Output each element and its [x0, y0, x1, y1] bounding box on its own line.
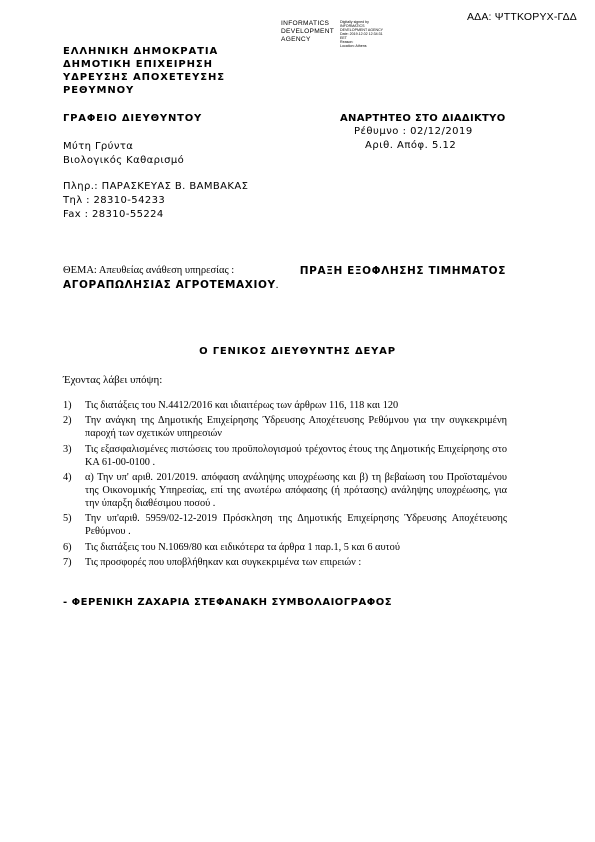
- item-text: Τις εξασφαλισμένες πιστώσεις του προϋπολογισμού τρέχοντος έτους της Δημοτικής Επιχείρησης στο ΚΑ 61-00-0100 .: [85, 443, 507, 468]
- org-line: ΡΕΘΥΜΝΟΥ: [63, 85, 135, 96]
- item-number: 1): [63, 400, 72, 411]
- offer-party: - ΦΕΡΕΝΙΚΗ ΖΑΧΑΡΙΑ ΣΤΕΦΑΝΑΚΗ ΣΥΜΒΟΛΑΙΟΓΡΑΦΟΣ: [63, 597, 393, 608]
- posted-online-label: ΑΝΑΡΤΗΤΕΟ ΣΤΟ ΔΙΑΔΙΚΤΥΟ: [340, 113, 506, 124]
- item-text: Τις προσφορές που υποβλήθηκαν και συγκεκριμένα των επιρειών :: [85, 556, 362, 568]
- subject-line-2: [63, 278, 506, 293]
- contact-phone: Τηλ : 28310-54233: [63, 195, 166, 206]
- stamp-detail: Digitally signed by: [340, 20, 369, 24]
- stamp-detail: Location: Athens: [340, 44, 367, 48]
- item-number: 5): [63, 513, 72, 525]
- contact-info: Πληρ.: ΠΑΡΑΣΚΕΥΑΣ Β. ΒΑΜΒΑΚΑΣ: [63, 181, 249, 192]
- item-text: α) Την υπ' αριθ. 201/2019. απόφαση ανάληψης υποχρέωσης και β) τη βεβαίωση του Προϊσταμένου της Οικονομικής Υπηρεσίας, επί της ανωτέρω απόφασης (ή πρότασης) ανάληψης υποχρέωσης, για την ύπαρξη διαθέσιμου ποσού .: [85, 472, 507, 509]
- recipient-line: Βιολογικός Καθαρισμό: [63, 155, 185, 166]
- list-item: [63, 415, 507, 441]
- list-item: [63, 400, 507, 413]
- org-line: ΕΛΛΗΝΙΚΗ ΔΗΜΟΚΡΑΤΙΑ: [63, 46, 219, 57]
- legal-basis-list: [63, 400, 507, 570]
- org-line: ΥΔΡΕΥΣΗΣ ΑΠΟΧΕΤΕΥΣΗΣ: [63, 72, 225, 83]
- stamp-detail: Reason:: [340, 40, 354, 44]
- list-item: [63, 513, 507, 539]
- considering-heading: Έχοντας λάβει υπόψη:: [63, 374, 163, 386]
- stamp-detail: INFORMATICS: [340, 24, 365, 28]
- item-number: 4): [63, 472, 72, 484]
- stamp-detail: Date: 2019.12.02 12:34:31: [340, 32, 383, 36]
- document-date: Ρέθυμνο : 02/12/2019: [354, 126, 473, 137]
- decision-number: Αριθ. Απόφ. 5.12: [365, 140, 457, 151]
- list-item: [63, 472, 507, 511]
- subject-prefix: ΘΕΜΑ: Απευθείας ανάθεση υπηρεσίας :: [63, 265, 235, 276]
- general-manager-title: Ο ΓΕΝΙΚΟΣ ΔΙΕΥΘΥΝΤΗΣ ΔΕΥΑΡ: [199, 346, 396, 357]
- item-text: Την υπ'αριθ. 5959/02-12-2019 Πρόσκληση της Δημοτικής Επιχείρησης Ύδρευσης Αποχέτευσης Ρεθύμνου .: [85, 513, 507, 538]
- organization-block: [63, 45, 225, 97]
- subject-block: [63, 264, 506, 293]
- stamp-line: AGENCY: [281, 36, 311, 43]
- subject-line-1: [63, 264, 506, 278]
- contact-fax: Fax : 28310-55224: [63, 209, 164, 220]
- org-line: ΔΗΜΟΤΙΚΗ ΕΠΙΧΕΙΡΗΣΗ: [63, 59, 213, 70]
- ada-code: ΑΔΑ: ΨΤΤΚΟΡΥΧ-ΓΔΔ: [466, 11, 577, 23]
- list-item: [63, 542, 507, 555]
- list-item: [63, 557, 507, 570]
- item-number: 2): [63, 415, 72, 427]
- subject-end: .: [275, 280, 279, 291]
- stamp-line: INFORMATICS: [281, 20, 330, 27]
- stamp-detail: DEVELOPMENT AGENCY: [340, 28, 384, 32]
- office-label: ΓΡΑΦΕΙΟ ΔΙΕΥΘΥΝΤΟΥ: [63, 113, 203, 124]
- subject-title-part-1: ΠΡΑΞΗ ΕΞΟΦΛΗΣΗΣ ΤΙΜΗΜΑΤΟΣ: [299, 265, 506, 277]
- list-item: [63, 444, 507, 470]
- item-text: Τις διατάξεις του Ν.1069/80 και ειδικότερα τα άρθρα 1 παρ.1, 5 και 6 αυτού: [85, 541, 400, 553]
- item-number: 7): [63, 556, 72, 568]
- item-number: 3): [63, 443, 72, 455]
- item-text: Τις διατάξεις του Ν.4412/2016 και ιδιαιτέρως των άρθρων 116, 118 και 120: [85, 400, 399, 411]
- stamp-line: DEVELOPMENT: [281, 28, 335, 35]
- subject-title-part-2: ΑΓΟΡΑΠΩΛΗΣΙΑΣ ΑΓΡΟΤΕΜΑΧΙΟΥ: [63, 279, 276, 291]
- item-number: 6): [63, 541, 72, 553]
- recipient-line: Μύτη Γρύντα: [63, 141, 134, 152]
- stamp-detail: EET: [340, 36, 347, 40]
- item-text: Την ανάγκη της Δημοτικής Επιχείρησης Ύδρευσης Αποχέτευσης Ρεθύμνου για την συγκεκριμένη παροχή των σχετικών υπηρεσιών: [85, 415, 507, 440]
- contact-block: [63, 180, 248, 222]
- recipient-block: [63, 140, 184, 168]
